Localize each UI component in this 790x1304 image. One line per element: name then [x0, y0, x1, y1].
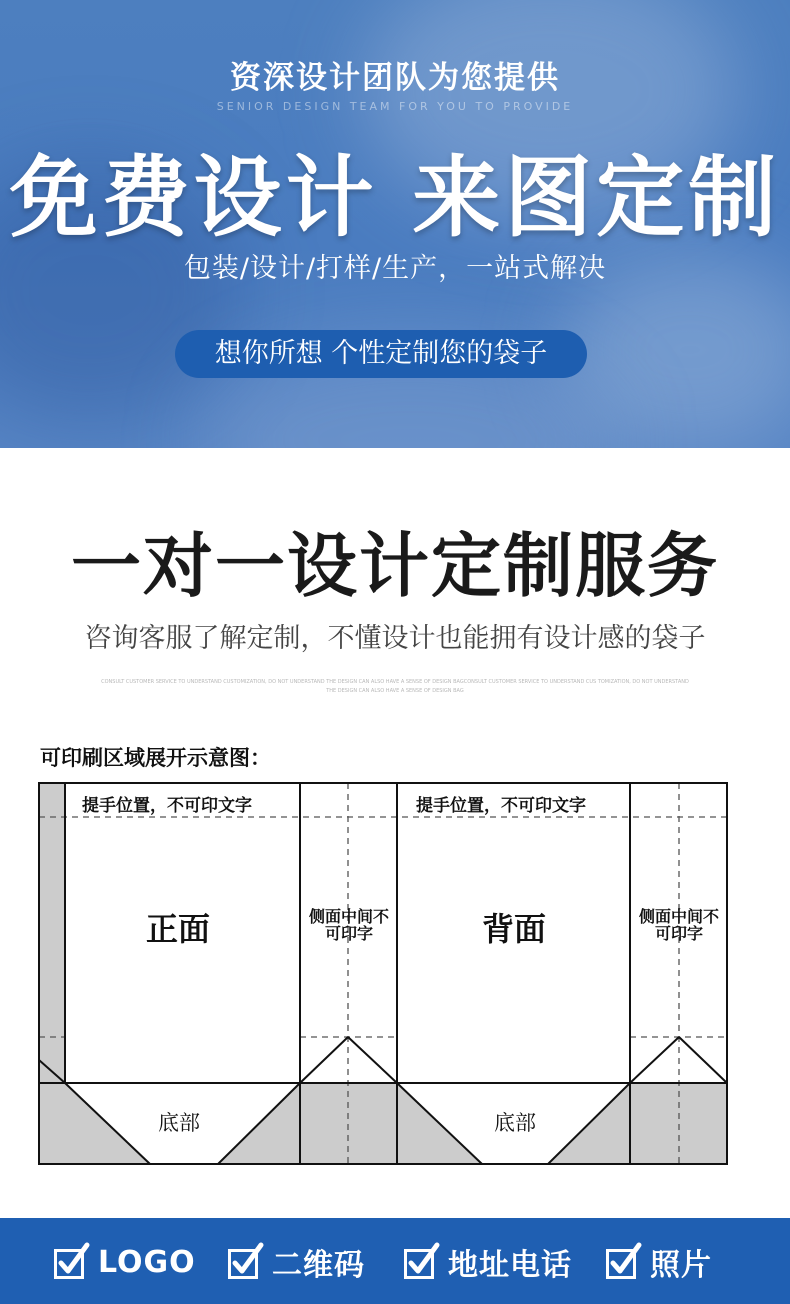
- checkbox-checked-icon: [404, 1247, 434, 1277]
- back-panel-label: 背面: [482, 910, 547, 948]
- service-fine-print: CONSULT CUSTOMER SERVICE TO UNDERSTAND CUSTOMIZATION, DO NOT UNDERSTAND THE DESIGN CAN ALSO HAVE A SENSE OF DESIGN BAGCONSULT CUSTOMER SERVICE TO UNDERSTAND CUS TOMIZATION, DO NOT UNDERSTAND THE DESIGN CAN ALSO HAVE A SENSE OF DESIGN BAG: [101, 679, 689, 694]
- handle-note-front: 提手位置，不可印文字: [82, 796, 252, 816]
- hero-title: 免费设计 来图定制: [9, 146, 781, 249]
- service-description: 咨询客服了解定制，不懂设计也能拥有设计感的袋子: [84, 623, 706, 654]
- checkbox-checked-icon: [606, 1247, 636, 1277]
- hero-subtitle: 资深设计团队为您提供: [230, 60, 560, 96]
- feature-item-photo: [606, 1242, 712, 1282]
- feature-item-address-phone: [404, 1242, 572, 1282]
- feature-label: 二维码: [272, 1248, 365, 1283]
- checkbox-checked-icon: [54, 1247, 84, 1277]
- bottom-label-1: 底部: [158, 1111, 200, 1135]
- hero-description: 包装/设计/打样/生产，一站式解决: [183, 253, 607, 284]
- feature-item-qrcode: [228, 1242, 365, 1282]
- bottom-label-2: 底部: [494, 1111, 536, 1135]
- hero-pill-badge: 想你所想 个性定制您的袋子: [175, 330, 587, 378]
- service-title: 一对一设计定制服务: [71, 525, 719, 607]
- feature-label: LOGO: [98, 1244, 196, 1280]
- feature-label: 地址电话: [448, 1248, 572, 1283]
- feature-item-logo: [54, 1242, 196, 1282]
- hero-subtitle-en: SENIOR DESIGN TEAM FOR YOU TO PROVIDE: [216, 100, 574, 113]
- feature-label: 照片: [650, 1248, 712, 1283]
- bag-unfold-diagram: [36, 780, 730, 1168]
- handle-note-back: 提手位置，不可印文字: [416, 796, 586, 816]
- side-note-2: 侧面中间不可印字: [638, 907, 719, 943]
- hero-banner: [0, 0, 790, 448]
- diagram-title: 可印刷区域展开示意图：: [40, 746, 271, 770]
- front-panel-label: 正面: [146, 910, 211, 948]
- feature-bar: [0, 1218, 790, 1304]
- checkbox-checked-icon: [228, 1247, 258, 1277]
- side-note-1: 侧面中间不可印字: [308, 907, 389, 943]
- bag-unfold-lines: [36, 780, 730, 1168]
